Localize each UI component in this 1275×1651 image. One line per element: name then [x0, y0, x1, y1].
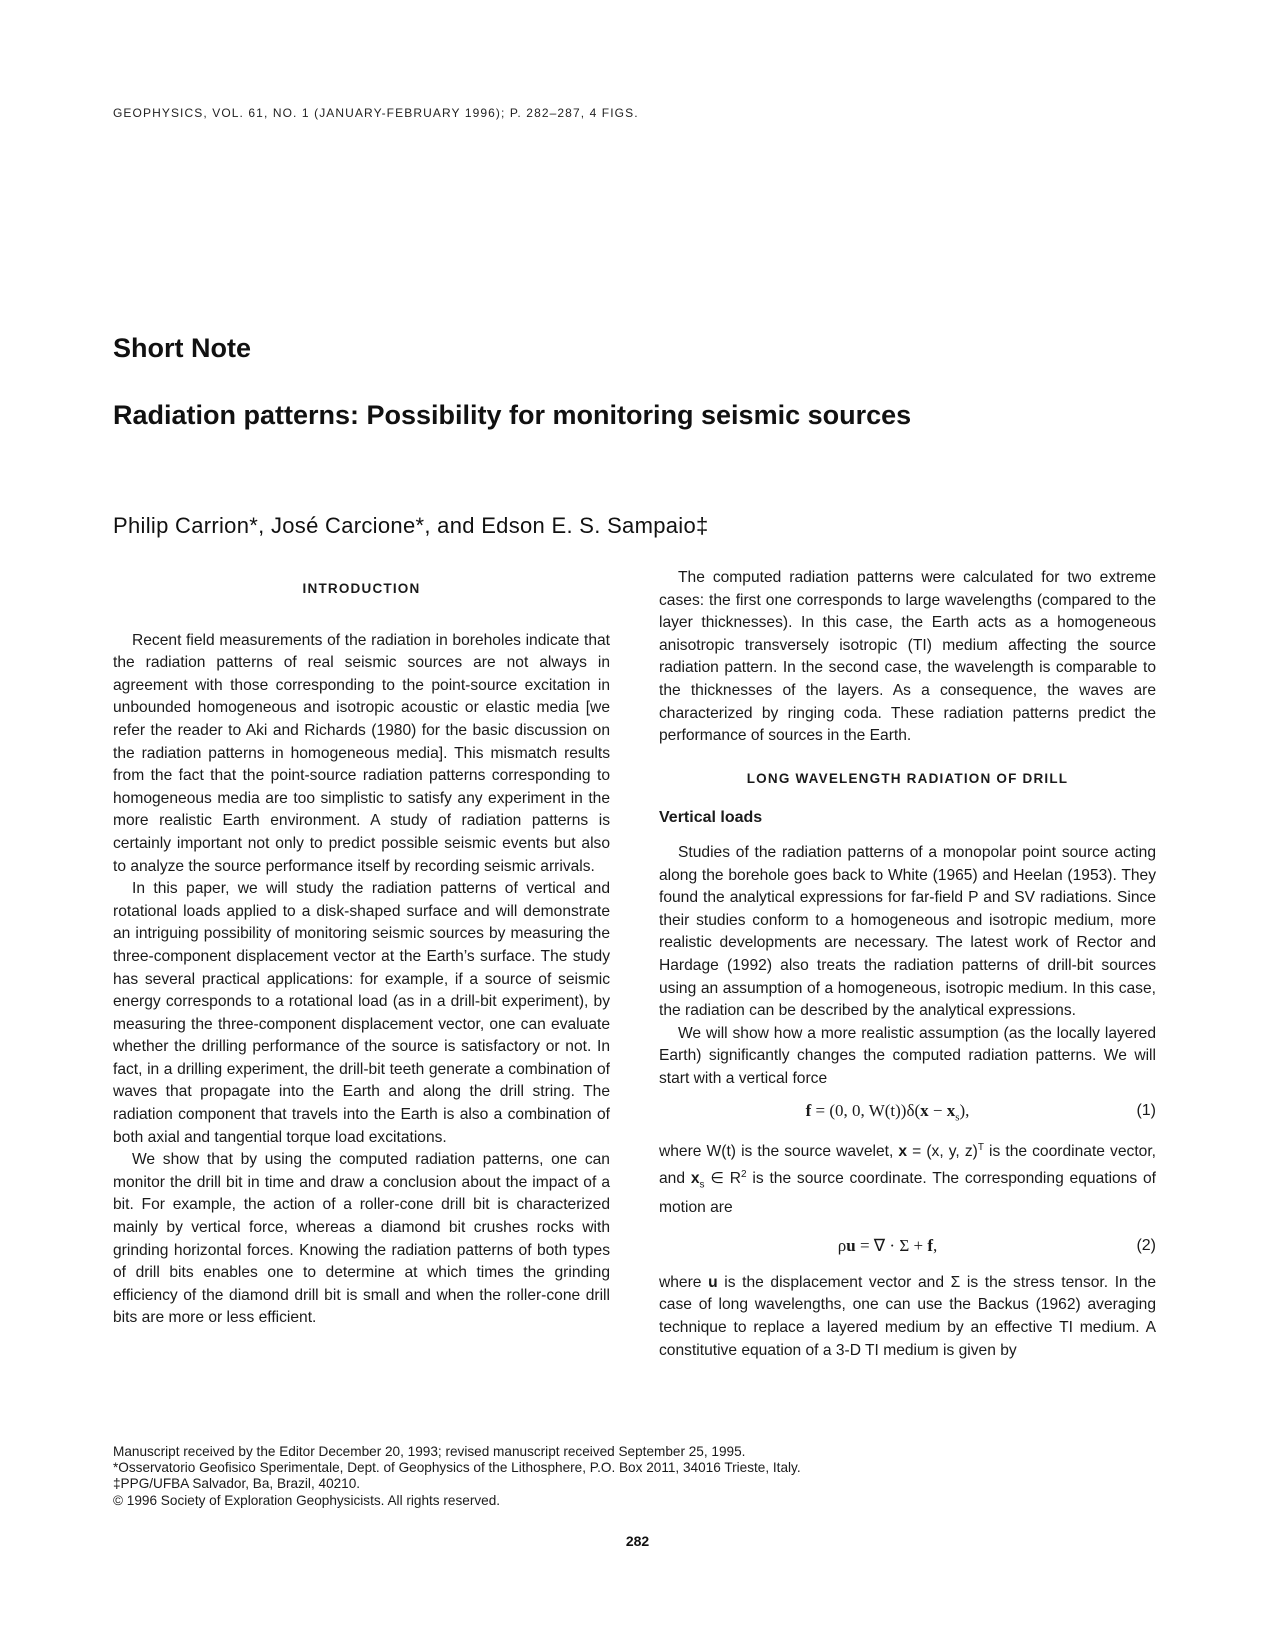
body-paragraph: Recent field measurements of the radiation in boreholes indicate that the radiation patterns of real seismic sources are not always in agreement with those corresponding to the point-source excitation in unbounded homogeneous and isotropic acoustic or elastic media [we refer the reader to Aki and Richards (1980) for the basic discussion on the radiation patterns in homogeneous media]. This mismatch results from the fact that the point-source radiation patterns corresponding to homogeneous media are too simplistic to satisfy any experiment in the more realistic Earth environment. A study of radiation patterns is certainly important not only to predict possible seismic events but also to analyze the source performance itself by recording seismic arrivals. — [113, 631, 610, 875]
right-column — [659, 569, 1156, 1362]
paper-title: Radiation patterns: Possibility for monitoring seismic sources — [113, 400, 912, 430]
body-paragraph: We will show how a more realistic assumption (as the locally layered Earth) significantly changes the computed radiation patterns. We will start with a vertical force — [659, 1024, 1156, 1087]
left-column — [113, 576, 610, 1330]
equation-body: ρu = ∇ · Σ + f, — [837, 1235, 938, 1255]
body-paragraph: Studies of the radiation patterns of a monopolar point source acting along the borehole goes back to White (1965) and Heelan (1953). They found the analytical expressions for far-field P and SV radiations. Since their studies conform to a homogeneous and isotropic medium, more realistic developments are necessary. The latest work of Rector and Hardage (1992) also treats the radiation patterns of drill-bit sources using an assumption of a homogeneous, isotropic medium. In this case, the radiation can be described by the analytical expressions. — [659, 843, 1156, 1020]
page-number: 282 — [625, 1533, 650, 1549]
body-paragraph: where W(t) is the source wavelet, x = (x, y, z)$^T$ is the coordinate vector, and $x_s$ ∈ $R^2$ is the source coordinate. The corresponding equations of motion are — [659, 1142, 1156, 1217]
section-heading-long-wavelength: LONG WAVELENGTH RADIATION OF DRILL — [746, 770, 1069, 786]
author-separator: , and — [424, 513, 482, 538]
equation-1 — [659, 1099, 1156, 1123]
author-list — [113, 513, 709, 539]
footnote-copyright: © 1996 Society of Exploration Geophysicists. All rights reserved. — [113, 1492, 501, 1508]
footnote-manuscript: Manuscript received by the Editor December 20, 1993; revised manuscript received September 25, 1995. — [113, 1444, 746, 1459]
equation-number: (2) — [1136, 1236, 1156, 1254]
footnotes — [113, 1444, 1163, 1509]
equation-2 — [659, 1234, 1156, 1258]
footnote-affiliation-2: ‡PPG/UFBA Salvador, Ba, Brazil, 40210. — [113, 1476, 361, 1492]
body-paragraph: In this paper, we will study the radiation patterns of vertical and rotational loads applied to a disk-shaped surface and will demonstrate an intriguing possibility of monitoring seismic sources by measuring the three-component displacement vector at the Earth’s surface. The study has several practical applications: for example, if a source of seismic energy corresponds to a rotational load (as in a drill-bit experiment), by measuring the three-component displacement vector, one can evaluate whether the drilling performance of the source is satisfactory or not. In fact, in a drilling experiment, the drill-bit teeth generate a combination of waves that propagate into the Earth and along the drill string. The radiation component that travels into the Earth is also a combination of both axial and tangential torque load excitations. — [113, 880, 610, 1146]
subsection-heading-vertical-loads: Vertical loads — [659, 809, 763, 827]
footnote-affiliation-1: *Osservatorio Geofisico Sperimentale, Dept. of Geophysics of the Lithosphere, P.O. Box 2011, 34016 Trieste, Italy. — [113, 1460, 801, 1476]
section-heading-introduction: INTRODUCTION — [302, 581, 421, 596]
body-paragraph: where u is the displacement vector and Σ is the stress tensor. In the case of long wavelengths, one can use the Backus (1962) averaging technique to replace a layered medium by an effective TI medium. A constitutive equation of a 3-D TI medium is given by — [659, 1273, 1156, 1359]
running-head: GEOPHYSICS, VOL. 61, NO. 1 (JANUARY-FEBRUARY 1996); P. 282–287, 4 FIGS. — [113, 106, 639, 120]
equation-body: f = (0, 0, $W(t))\delta(x - x_s)$, — [805, 1101, 970, 1124]
body-paragraph: We show that by using the computed radiation patterns, one can monitor the drill bit in time and draw a conclusion about the impact of a bit. For example, the action of a roller-cone drill bit is characterized mainly by vertical force, whereas a diamond bit crushes rocks with grinding horizontal forces. Knowing the radiation patterns of both types of drill bits enables one to determine at which times the grinding efficiency of the diamond drill bit is small and when the roller-cone drill bits are more or less efficient. — [113, 1151, 610, 1327]
author-name: Philip Carrion* — [113, 513, 259, 538]
author-name: Edson E. S. Sampaio‡ — [481, 513, 709, 538]
body-paragraph: The computed radiation patterns were calculated for two extreme cases: the first one corresponds to large wavelengths (compared to the layer thicknesses). In this case, the Earth acts as a homogeneous anisotropic transversely isotropic (TI) medium affecting the source radiation pattern. In the second case, the wavelength is comparable to the thicknesses of the layers. As a consequence, the waves are characterized by ringing coda. These radiation patterns predict the performance of sources in the Earth. — [659, 569, 1156, 745]
author-name: José Carcione* — [270, 513, 425, 538]
author-separator: , — [258, 513, 271, 538]
note-label: Short Note — [113, 333, 251, 363]
equation-number: (1) — [1136, 1102, 1156, 1120]
